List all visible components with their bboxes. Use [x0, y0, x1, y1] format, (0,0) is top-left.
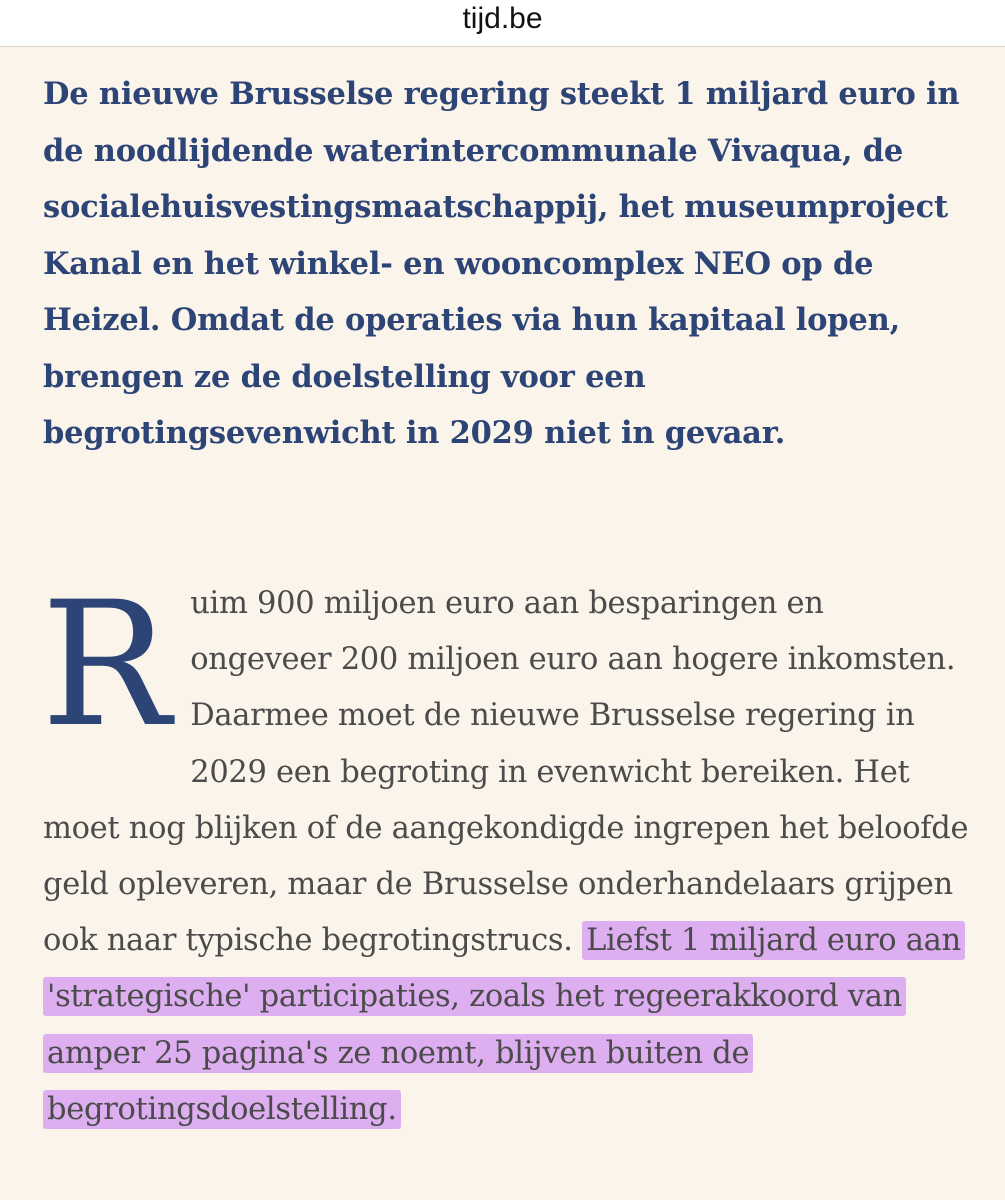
url-label[interactable]: tijd.be — [462, 2, 543, 35]
article-body — [41, 564, 973, 1138]
drop-cap: R — [41, 564, 171, 765]
browser-address-bar[interactable] — [0, 0, 1005, 47]
article-paragraph: uim 900 miljoen euro aan besparingen en ongeveer 200 miljoen euro aan hogere inkomsten. Daarmee moet de nieuwe Brusselse regering in 2029 een begroting in evenwicht bereiken. Het moet nog blijken of de aangekondigde ingrepen het beloofde geld opleveren, maar de Brusselse onderhandelaars grijpen ook naar typische begrotingstrucs. — [43, 586, 969, 959]
highlighted-text[interactable]: Liefst 1 miljard euro aan 'strategische' participaties, zoals het regeerakkoord van amper 25 pagina's ze noemt, blijven buiten de begrotingsdoelstelling. — [43, 921, 965, 1129]
article-lead: De nieuwe Brusselse regering steekt 1 miljard euro in de noodlijdende waterintercommunale Vivaqua, de socialehuisvestingsmaatschappij, het museumproject Kanal en het winkel- en wooncomplex NEO op de Heizel. Omdat de operaties via hun kapitaal lopen, brengen ze de doelstelling voor een begrotingsevenwicht in 2029 niet in gevaar. — [43, 76, 960, 451]
